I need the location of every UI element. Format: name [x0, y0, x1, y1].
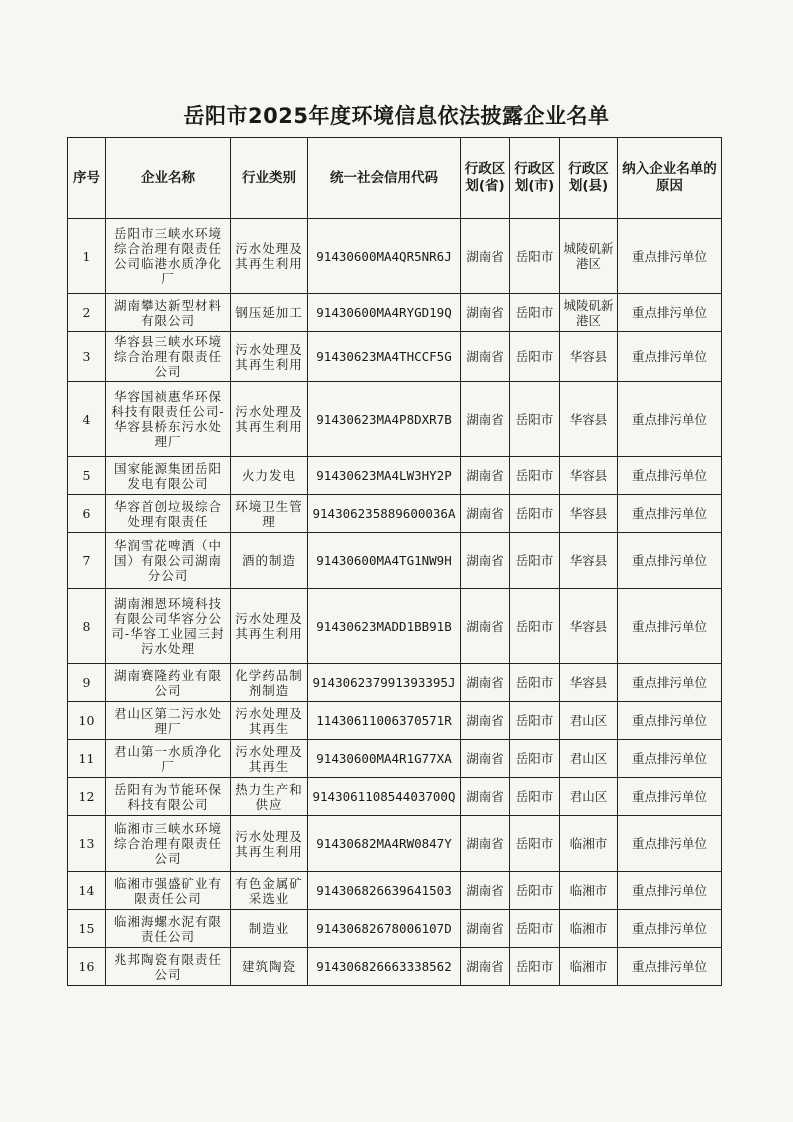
cell-city: 岳阳市 — [510, 382, 560, 457]
cell-province: 湖南省 — [461, 533, 510, 589]
cell-county: 华容县 — [560, 457, 618, 495]
table-row — [68, 495, 722, 533]
cell-name: 临湘海螺水泥有限责任公司 — [106, 910, 231, 948]
cell-city: 岳阳市 — [510, 948, 560, 986]
cell-reason: 重点排污单位 — [618, 589, 722, 664]
cell-index: 9 — [68, 664, 106, 702]
cell-index: 7 — [68, 533, 106, 589]
header-reason: 纳入企业名单的原因 — [618, 138, 722, 219]
cell-code: 91430623MA4LW3HY2P — [308, 457, 461, 495]
cell-code: 914306237991393395J — [308, 664, 461, 702]
cell-reason: 重点排污单位 — [618, 533, 722, 589]
cell-index: 2 — [68, 294, 106, 332]
table-row — [68, 664, 722, 702]
cell-code: 914306826639641503 — [308, 872, 461, 910]
cell-county: 华容县 — [560, 332, 618, 382]
cell-index: 14 — [68, 872, 106, 910]
cell-reason: 重点排污单位 — [618, 382, 722, 457]
table-row — [68, 294, 722, 332]
page-title: 岳阳市2025年度环境信息依法披露企业名单 — [183, 104, 610, 128]
cell-province: 湖南省 — [461, 332, 510, 382]
cell-province: 湖南省 — [461, 702, 510, 740]
cell-county: 君山区 — [560, 778, 618, 816]
cell-province: 湖南省 — [461, 457, 510, 495]
cell-industry: 酒的制造 — [231, 533, 308, 589]
cell-county: 华容县 — [560, 589, 618, 664]
cell-index: 15 — [68, 910, 106, 948]
cell-city: 岳阳市 — [510, 664, 560, 702]
cell-industry: 污水处理及其再生利用 — [231, 589, 308, 664]
cell-county: 华容县 — [560, 382, 618, 457]
cell-city: 岳阳市 — [510, 872, 560, 910]
cell-county: 城陵矶新港区 — [560, 294, 618, 332]
cell-county: 临湘市 — [560, 910, 618, 948]
cell-name: 君山第一水质净化厂 — [106, 740, 231, 778]
cell-province: 湖南省 — [461, 740, 510, 778]
cell-index: 12 — [68, 778, 106, 816]
cell-industry: 污水处理及其再生 — [231, 740, 308, 778]
cell-code: 91430623MA4P8DXR7B — [308, 382, 461, 457]
table-row — [68, 740, 722, 778]
cell-county: 临湘市 — [560, 948, 618, 986]
cell-industry: 污水处理及其再生利用 — [231, 382, 308, 457]
table-row — [68, 219, 722, 294]
cell-county: 君山区 — [560, 702, 618, 740]
cell-industry: 热力生产和供应 — [231, 778, 308, 816]
cell-index: 4 — [68, 382, 106, 457]
cell-county: 华容县 — [560, 495, 618, 533]
cell-reason: 重点排污单位 — [618, 910, 722, 948]
cell-city: 岳阳市 — [510, 495, 560, 533]
cell-name: 华容县三峡水环境综合治理有限责任公司 — [106, 332, 231, 382]
cell-industry: 环境卫生管理 — [231, 495, 308, 533]
table-row — [68, 872, 722, 910]
cell-province: 湖南省 — [461, 778, 510, 816]
cell-reason: 重点排污单位 — [618, 740, 722, 778]
cell-code: 914306110854403700Q — [308, 778, 461, 816]
cell-name: 湖南攀达新型材料有限公司 — [106, 294, 231, 332]
table-row — [68, 533, 722, 589]
cell-index: 1 — [68, 219, 106, 294]
table-row — [68, 589, 722, 664]
cell-industry: 有色金属矿采选业 — [231, 872, 308, 910]
cell-code: 11430611006370571R — [308, 702, 461, 740]
cell-reason: 重点排污单位 — [618, 872, 722, 910]
header-industry: 行业类别 — [231, 138, 308, 219]
cell-industry: 污水处理及其再生利用 — [231, 816, 308, 872]
cell-county: 临湘市 — [560, 816, 618, 872]
table-row — [68, 816, 722, 872]
cell-reason: 重点排污单位 — [618, 457, 722, 495]
cell-index: 8 — [68, 589, 106, 664]
cell-code: 91430600MA4R1G77XA — [308, 740, 461, 778]
cell-index: 5 — [68, 457, 106, 495]
cell-province: 湖南省 — [461, 910, 510, 948]
header-row — [68, 138, 722, 219]
cell-reason: 重点排污单位 — [618, 778, 722, 816]
header-city: 行政区划(市) — [510, 138, 560, 219]
cell-province: 湖南省 — [461, 382, 510, 457]
cell-name: 岳阳有为节能环保科技有限公司 — [106, 778, 231, 816]
cell-name: 临湘市三峡水环境综合治理有限责任公司 — [106, 816, 231, 872]
cell-code: 914306235889600036A — [308, 495, 461, 533]
cell-province: 湖南省 — [461, 589, 510, 664]
cell-industry: 建筑陶瓷 — [231, 948, 308, 986]
cell-industry: 污水处理及其再生 — [231, 702, 308, 740]
cell-reason: 重点排污单位 — [618, 816, 722, 872]
cell-county: 华容县 — [560, 664, 618, 702]
cell-city: 岳阳市 — [510, 457, 560, 495]
cell-name: 华容国祯惠华环保科技有限责任公司-华容县桥东污水处理厂 — [106, 382, 231, 457]
cell-name: 兆邦陶瓷有限责任公司 — [106, 948, 231, 986]
cell-code: 91430623MADD1BB91B — [308, 589, 461, 664]
cell-index: 3 — [68, 332, 106, 382]
table-row — [68, 702, 722, 740]
cell-index: 10 — [68, 702, 106, 740]
cell-name: 华润雪花啤酒（中国）有限公司湖南分公司 — [106, 533, 231, 589]
table-row — [68, 910, 722, 948]
cell-reason: 重点排污单位 — [618, 948, 722, 986]
cell-province: 湖南省 — [461, 495, 510, 533]
cell-city: 岳阳市 — [510, 910, 560, 948]
cell-city: 岳阳市 — [510, 702, 560, 740]
header-name: 企业名称 — [106, 138, 231, 219]
cell-city: 岳阳市 — [510, 294, 560, 332]
cell-code: 91430682678006107D — [308, 910, 461, 948]
cell-province: 湖南省 — [461, 872, 510, 910]
cell-code: 91430600MA4QR5NR6J — [308, 219, 461, 294]
cell-industry: 制造业 — [231, 910, 308, 948]
cell-code: 91430600MA4RYGD19Q — [308, 294, 461, 332]
cell-industry: 化学药品制剂制造 — [231, 664, 308, 702]
cell-code: 91430623MA4THCCF5G — [308, 332, 461, 382]
cell-city: 岳阳市 — [510, 219, 560, 294]
cell-city: 岳阳市 — [510, 533, 560, 589]
table-body — [68, 219, 722, 986]
cell-reason: 重点排污单位 — [618, 332, 722, 382]
cell-industry: 污水处理及其再生利用 — [231, 332, 308, 382]
cell-reason: 重点排污单位 — [618, 294, 722, 332]
cell-code: 91430682MA4RW0847Y — [308, 816, 461, 872]
cell-province: 湖南省 — [461, 664, 510, 702]
cell-index: 6 — [68, 495, 106, 533]
cell-county: 华容县 — [560, 533, 618, 589]
cell-city: 岳阳市 — [510, 589, 560, 664]
cell-reason: 重点排污单位 — [618, 495, 722, 533]
cell-province: 湖南省 — [461, 816, 510, 872]
cell-county: 城陵矶新港区 — [560, 219, 618, 294]
cell-index: 11 — [68, 740, 106, 778]
header-county: 行政区划(县) — [560, 138, 618, 219]
cell-reason: 重点排污单位 — [618, 702, 722, 740]
header-province: 行政区划(省) — [461, 138, 510, 219]
cell-city: 岳阳市 — [510, 740, 560, 778]
cell-province: 湖南省 — [461, 219, 510, 294]
header-index: 序号 — [68, 138, 106, 219]
cell-index: 13 — [68, 816, 106, 872]
cell-industry: 钢压延加工 — [231, 294, 308, 332]
cell-reason: 重点排污单位 — [618, 664, 722, 702]
cell-code: 914306826663338562 — [308, 948, 461, 986]
table-row — [68, 948, 722, 986]
enterprise-table — [67, 137, 722, 986]
cell-industry: 火力发电 — [231, 457, 308, 495]
cell-name: 临湘市强盛矿业有限责任公司 — [106, 872, 231, 910]
table-row — [68, 778, 722, 816]
cell-reason: 重点排污单位 — [618, 219, 722, 294]
cell-industry: 污水处理及其再生利用 — [231, 219, 308, 294]
cell-province: 湖南省 — [461, 294, 510, 332]
table-row — [68, 332, 722, 382]
cell-index: 16 — [68, 948, 106, 986]
cell-name: 岳阳市三峡水环境综合治理有限责任公司临港水质净化厂 — [106, 219, 231, 294]
cell-city: 岳阳市 — [510, 332, 560, 382]
cell-code: 91430600MA4TG1NW9H — [308, 533, 461, 589]
cell-county: 临湘市 — [560, 872, 618, 910]
table-row — [68, 382, 722, 457]
cell-name: 湖南赛隆药业有限公司 — [106, 664, 231, 702]
cell-name: 湖南湘恩环境科技有限公司华容分公司-华容工业园三封污水处理 — [106, 589, 231, 664]
cell-name: 君山区第二污水处理厂 — [106, 702, 231, 740]
cell-city: 岳阳市 — [510, 778, 560, 816]
table-row — [68, 457, 722, 495]
cell-city: 岳阳市 — [510, 816, 560, 872]
cell-name: 华容首创垃圾综合处理有限责任 — [106, 495, 231, 533]
header-code: 统一社会信用代码 — [308, 138, 461, 219]
cell-county: 君山区 — [560, 740, 618, 778]
cell-name: 国家能源集团岳阳发电有限公司 — [106, 457, 231, 495]
cell-province: 湖南省 — [461, 948, 510, 986]
